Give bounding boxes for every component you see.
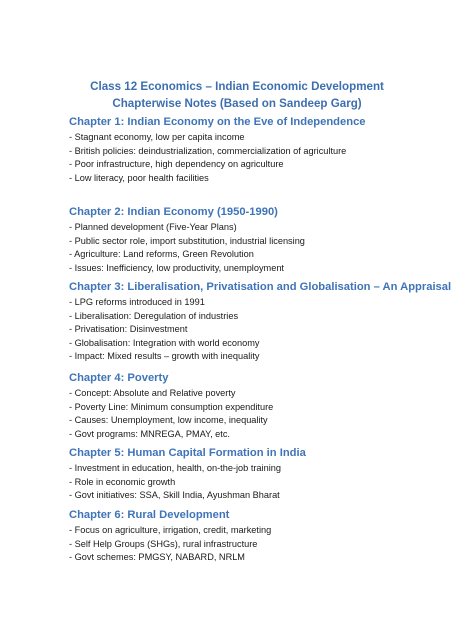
chapter-1-item: - British policies: deindustrialization, commercialization of agriculture bbox=[69, 145, 347, 156]
chapter-3-item: - LPG reforms introduced in 1991 bbox=[69, 297, 205, 307]
chapter-5-item: - Role in economic growth bbox=[69, 476, 176, 487]
chapter-3-heading: Chapter 3: Liberalisation, Privatisation and Globalisation – An Appraisal bbox=[69, 281, 452, 293]
chapter-2-item: - Agriculture: Land reforms, Green Revolution bbox=[69, 249, 254, 259]
chapter-3-item: - Impact: Mixed results – growth with inequality bbox=[69, 351, 260, 361]
chapter-2-item: - Issues: Inefficiency, low productivity, unemployment bbox=[69, 262, 284, 273]
chapter-3-section bbox=[69, 280, 464, 364]
chapter-6-section bbox=[69, 508, 464, 565]
chapter-3-item: - Globalisation: Integration with world economy bbox=[69, 337, 260, 348]
chapter-6-item: - Self Help Groups (SHGs), rural infrastructure bbox=[69, 538, 258, 549]
chapter-5-heading: Chapter 5: Human Capital Formation in India bbox=[69, 447, 306, 459]
chapter-4-item: - Causes: Unemployment, low income, inequality bbox=[69, 415, 268, 425]
chapter-1-item: - Poor infrastructure, high dependency on agriculture bbox=[69, 159, 284, 169]
chapter-4-item: - Concept: Absolute and Relative poverty bbox=[69, 388, 236, 398]
chapter-2-section bbox=[69, 205, 464, 275]
chapter-6-heading: Chapter 6: Rural Development bbox=[69, 509, 230, 521]
chapter-1-heading: Chapter 1: Indian Economy on the Eve of Independence bbox=[69, 116, 366, 128]
chapter-4-item: - Poverty Line: Minimum consumption expenditure bbox=[69, 401, 274, 412]
chapter-5-item: - Investment in education, health, on-the-job training bbox=[69, 463, 281, 473]
chapter-6-item: - Govt schemes: PMGSY, NABARD, NRLM bbox=[69, 552, 245, 562]
chapter-3-item: - Privatisation: Disinvestment bbox=[69, 324, 188, 334]
title-line-1: Class 12 Economics – Indian Economic Development bbox=[90, 80, 384, 93]
document-title bbox=[0, 78, 474, 112]
chapter-4-heading: Chapter 4: Poverty bbox=[69, 372, 169, 384]
chapter-5-section bbox=[69, 446, 464, 503]
chapter-1-item: - Low literacy, poor health facilities bbox=[69, 172, 209, 183]
chapter-4-item: - Govt programs: MNREGA, PMAY, etc. bbox=[69, 428, 230, 439]
chapter-2-item: - Public sector role, import substitution, industrial licensing bbox=[69, 235, 305, 246]
chapter-2-heading: Chapter 2: Indian Economy (1950-1990) bbox=[69, 206, 278, 218]
chapter-1-item: - Stagnant economy, low per capita income bbox=[69, 132, 245, 142]
title-line-2: Chapterwise Notes (Based on Sandeep Garg) bbox=[112, 97, 362, 110]
chapter-1-section bbox=[69, 115, 464, 185]
chapter-4-section bbox=[69, 371, 464, 441]
chapter-6-item: - Focus on agriculture, irrigation, credit, marketing bbox=[69, 525, 272, 535]
chapter-5-item: - Govt initiatives: SSA, Skill India, Ayushman Bharat bbox=[69, 490, 280, 500]
chapter-3-item: - Liberalisation: Deregulation of industries bbox=[69, 310, 239, 321]
chapter-2-item: - Planned development (Five-Year Plans) bbox=[69, 222, 237, 232]
